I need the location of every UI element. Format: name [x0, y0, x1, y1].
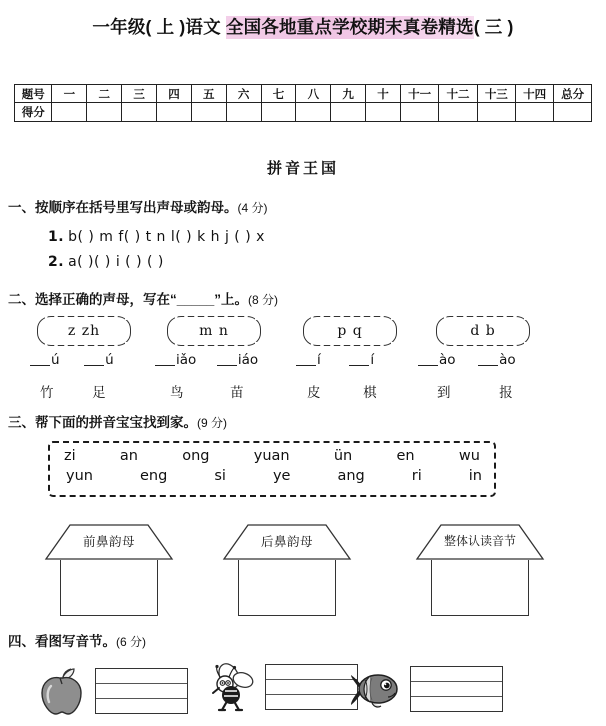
question-1-item-2 — [48, 254, 164, 270]
cloud-scallop-bottom-icon — [166, 342, 262, 348]
table-row-header — [15, 85, 592, 103]
question-1-item-2-number: 2. — [48, 254, 65, 270]
pinyin-chip-si[interactable]: si — [214, 468, 226, 484]
cloud-scallop-top-icon — [36, 314, 132, 320]
question-2-chars-4 — [437, 381, 513, 401]
choice-cloud-1[interactable] — [37, 316, 131, 346]
question-2-blanks-4 — [418, 352, 516, 368]
score-cell-3[interactable] — [122, 103, 157, 122]
score-cell-8[interactable] — [296, 103, 331, 122]
score-cell-11[interactable] — [400, 103, 438, 122]
pinyin-chip-in[interactable]: in — [468, 468, 482, 484]
answer-blank-2b[interactable] — [217, 352, 258, 368]
house-answer-area-front-nasal[interactable] — [60, 560, 158, 616]
blank-1b-suffix: ú — [105, 352, 114, 368]
blank-2b-suffix: iáo — [237, 352, 259, 368]
house-label-front-nasal: 前鼻韵母 — [82, 534, 135, 549]
score-table-col-2: 二 — [87, 85, 122, 103]
apple-icon — [33, 664, 87, 718]
score-table-col-1: 一 — [52, 85, 87, 103]
question-3-heading — [8, 411, 227, 431]
pinyin-writing-grid-apple[interactable] — [95, 668, 188, 714]
score-table-col-11: 十一 — [400, 85, 438, 103]
cloud-scallop-bottom-icon — [36, 342, 132, 348]
score-cell-5[interactable] — [191, 103, 226, 122]
score-table-col-8: 八 — [296, 85, 331, 103]
question-2-blanks-2 — [155, 352, 258, 368]
table-row-scores — [15, 103, 592, 122]
underline-4a — [418, 365, 438, 366]
question-4-points: (6 分) — [116, 635, 147, 649]
char-3a: 皮 — [307, 385, 321, 401]
pinyin-chip-ri[interactable]: ri — [411, 468, 422, 484]
question-1-item-1-number: 1. — [48, 229, 65, 245]
question-2-group-2 — [167, 316, 261, 346]
blank-3a-suffix: í — [317, 352, 321, 368]
score-cell-6[interactable] — [226, 103, 261, 122]
score-table-col-13: 十三 — [477, 85, 515, 103]
underline-2a — [155, 365, 175, 366]
pinyin-pool-row-2 — [50, 468, 494, 484]
blank-1a-suffix: ú — [51, 352, 60, 368]
score-table-row-label-2: 得分 — [15, 103, 52, 122]
choice-cloud-1-text: z zh — [67, 323, 101, 339]
fish-icon — [348, 662, 402, 716]
pinyin-chip-eng[interactable]: eng — [139, 468, 168, 484]
house-roof-icon — [222, 523, 352, 561]
score-table-col-total: 总分 — [554, 85, 592, 103]
pinyin-chip-an[interactable]: an — [119, 448, 138, 464]
underline-1a — [30, 365, 50, 366]
page-title — [0, 0, 606, 39]
answer-blank-1b[interactable] — [84, 352, 114, 368]
cloud-scallop-top-icon — [302, 314, 398, 320]
pinyin-chip-zi[interactable]: zi — [64, 448, 76, 464]
question-2-group-1 — [37, 316, 131, 346]
question-2-title: 二、选择正确的声母，写在“_____”上。 — [8, 292, 249, 307]
blank-3b-suffix: í — [370, 352, 375, 368]
question-2-points: (8 分) — [248, 293, 279, 307]
score-table-col-6: 六 — [226, 85, 261, 103]
score-table-col-4: 四 — [157, 85, 192, 103]
answer-blank-2a[interactable] — [155, 352, 196, 368]
answer-blank-1a[interactable] — [30, 352, 60, 368]
question-1-item-1 — [48, 229, 265, 245]
score-cell-2[interactable] — [87, 103, 122, 122]
house-roof-icon — [415, 523, 545, 561]
pinyin-writing-grid-fish[interactable] — [410, 666, 503, 712]
question-2-blanks-3 — [296, 352, 374, 368]
char-4a: 到 — [437, 385, 451, 401]
underline-3b — [349, 365, 369, 366]
question-4-picture-row — [0, 660, 606, 726]
score-cell-7[interactable] — [261, 103, 296, 122]
pinyin-chip-en[interactable]: en — [396, 448, 415, 464]
pinyin-chip-yuan[interactable]: yuan — [253, 448, 290, 464]
house-front-nasal[interactable] — [44, 523, 174, 616]
score-cell-total[interactable] — [554, 103, 592, 122]
question-2-chars-2 — [170, 381, 244, 401]
pinyin-chip-un[interactable]: ün — [333, 448, 353, 464]
title-highlight: 全国各地重点学校期末真卷精选 — [225, 17, 474, 37]
score-table-col-9: 九 — [331, 85, 366, 103]
cloud-scallop-bottom-icon — [302, 342, 398, 348]
score-cell-1[interactable] — [52, 103, 87, 122]
question-4-title: 四、看图写音节。 — [8, 634, 116, 649]
house-label-back-nasal: 后鼻韵母 — [260, 534, 313, 549]
house-back-nasal[interactable] — [222, 523, 352, 616]
picture-item-apple — [33, 664, 188, 718]
question-2-group-3 — [303, 316, 397, 346]
house-roof-icon — [44, 523, 174, 561]
question-1-item-1-text[interactable]: b( ) m f( ) t n l( ) k h j ( ) x — [68, 229, 265, 245]
score-table-col-10: 十 — [366, 85, 401, 103]
char-4b: 报 — [499, 385, 513, 401]
pinyin-writing-grid-bee[interactable] — [265, 664, 358, 710]
house-whole-syllable[interactable] — [415, 523, 545, 616]
house-label-whole-syllable: 整体认读音节 — [443, 534, 516, 548]
char-3b: 棋 — [363, 385, 377, 401]
underline-2b — [217, 365, 237, 366]
score-table-row-label-1: 题号 — [15, 85, 52, 103]
question-1-title: 一、按顺序在括号里写出声母或韵母。 — [8, 200, 238, 215]
section-banner-pinyin-kingdom: 拼音王国 — [266, 159, 339, 177]
score-table — [14, 84, 592, 122]
pinyin-pool-box — [48, 441, 496, 497]
pinyin-chip-ye[interactable]: ye — [272, 468, 291, 484]
title-prefix: 一年级( 上 )语文 — [92, 17, 226, 37]
cloud-scallop-top-icon — [435, 314, 531, 320]
picture-item-fish — [348, 662, 503, 716]
blank-2a-suffix: iǎo — [176, 352, 197, 368]
blank-4a-suffix: ào — [439, 352, 456, 368]
cloud-scallop-top-icon — [166, 314, 262, 320]
question-3-title: 三、帮下面的拼音宝宝找到家。 — [8, 415, 197, 430]
pinyin-chip-yun[interactable]: yun — [66, 468, 93, 484]
score-cell-10[interactable] — [366, 103, 401, 122]
pinyin-chip-ang[interactable]: ang — [337, 468, 365, 484]
answer-blank-4b[interactable] — [478, 352, 516, 368]
choice-cloud-4-text: d b — [470, 323, 496, 339]
question-1-item-2-text[interactable]: a( )( ) i ( ) ( ) — [68, 254, 164, 270]
underline-3a — [296, 365, 316, 366]
answer-blank-4a[interactable] — [418, 352, 456, 368]
score-cell-14[interactable] — [516, 103, 554, 122]
score-cell-9[interactable] — [331, 103, 366, 122]
pinyin-chip-wu[interactable]: wu — [458, 448, 480, 464]
underline-4b — [478, 365, 498, 366]
score-cell-13[interactable] — [477, 103, 515, 122]
score-table-col-7: 七 — [261, 85, 296, 103]
bee-icon — [205, 660, 259, 714]
underline-1b — [84, 365, 104, 366]
score-table-col-12: 十二 — [439, 85, 477, 103]
question-2-chars-3 — [307, 381, 377, 401]
score-cell-4[interactable] — [157, 103, 192, 122]
score-table-col-3: 三 — [122, 85, 157, 103]
char-1a: 竹 — [40, 385, 54, 401]
blank-4b-suffix: ào — [499, 352, 516, 368]
pinyin-chip-ong[interactable]: ong — [182, 448, 210, 464]
house-answer-area-back-nasal[interactable] — [238, 560, 336, 616]
question-4-heading — [8, 630, 146, 650]
answer-blank-3a[interactable] — [296, 352, 321, 368]
question-2-heading — [8, 288, 278, 308]
question-2-group-4 — [436, 316, 530, 346]
answer-blank-3b[interactable] — [349, 352, 374, 368]
question-1-points: (4 分) — [237, 201, 268, 215]
char-1b: 足 — [92, 385, 106, 401]
house-answer-area-whole-syllable[interactable] — [431, 560, 529, 616]
score-table-col-14: 十四 — [516, 85, 554, 103]
question-3-points: (9 分) — [197, 416, 228, 430]
pinyin-pool-row-1 — [50, 448, 494, 464]
score-table-col-5: 五 — [191, 85, 226, 103]
char-2a: 鸟 — [170, 385, 184, 401]
choice-cloud-2[interactable] — [167, 316, 261, 346]
choice-cloud-2-text: m n — [199, 323, 229, 339]
score-cell-12[interactable] — [439, 103, 477, 122]
char-2b: 苗 — [230, 385, 244, 401]
question-2-blanks-1 — [30, 352, 114, 368]
question-1-heading — [8, 196, 268, 216]
choice-cloud-4[interactable] — [436, 316, 530, 346]
choice-cloud-3-text: p q — [337, 323, 363, 339]
title-suffix: ( 三 ) — [473, 17, 514, 37]
picture-item-bee — [205, 660, 358, 714]
choice-cloud-3[interactable] — [303, 316, 397, 346]
question-2-chars-1 — [40, 381, 106, 401]
cloud-scallop-bottom-icon — [435, 342, 531, 348]
